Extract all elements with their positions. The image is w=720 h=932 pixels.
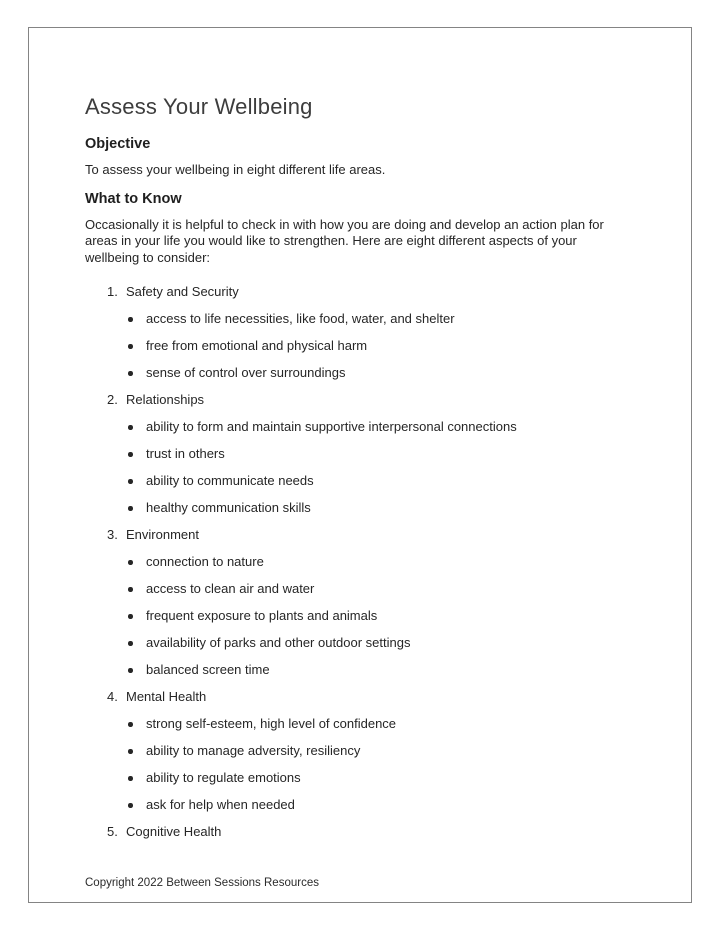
page-title: Assess Your Wellbeing <box>85 94 313 119</box>
bullet-text: access to life necessities, like food, water, and shelter <box>146 311 455 326</box>
list-item-label: Mental Health <box>126 689 207 704</box>
bullet-item <box>128 445 615 463</box>
bullet-text: ask for help when needed <box>146 797 295 812</box>
bullet-text: balanced screen time <box>146 662 270 677</box>
copyright-text: Copyright 2022 Between Sessions Resources <box>85 877 319 889</box>
bullet-item <box>128 742 615 760</box>
bullet-text: connection to nature <box>146 554 264 569</box>
bullet-dot-icon <box>128 317 133 322</box>
document-page <box>28 27 692 903</box>
bullet-item <box>128 796 615 814</box>
list-item <box>107 526 615 544</box>
bullet-item <box>128 607 615 625</box>
bullet-dot-icon <box>128 614 133 619</box>
bullet-item <box>128 499 615 517</box>
intro-text: Occasionally it is helpful to check in with how you are doing and develop an action plan for areas in your life you would like to strengthen. Here are eight different aspects of your wellbeing to consider: <box>85 216 604 265</box>
bullet-text: availability of parks and other outdoor settings <box>146 635 411 650</box>
bullet-text: ability to form and maintain supportive interpersonal connections <box>146 419 517 434</box>
bullet-dot-icon <box>128 776 133 781</box>
bullet-dot-icon <box>128 452 133 457</box>
objective-text: To assess your wellbeing in eight different life areas. <box>85 162 386 177</box>
bullet-text: sense of control over surroundings <box>146 365 346 380</box>
list-item-label: Relationships <box>126 392 205 407</box>
bullet-dot-icon <box>128 749 133 754</box>
list-item <box>107 391 615 409</box>
bullet-dot-icon <box>128 641 133 646</box>
list-item <box>107 283 615 301</box>
bullet-text: healthy communication skills <box>146 500 311 515</box>
bullet-item <box>128 337 615 355</box>
bullet-text: ability to regulate emotions <box>146 770 301 785</box>
bullet-dot-icon <box>128 668 133 673</box>
bullet-item <box>128 715 615 733</box>
bullet-item <box>128 418 615 436</box>
bullet-dot-icon <box>128 371 133 376</box>
numbered-list <box>85 283 615 841</box>
list-item-label: Safety and Security <box>126 284 239 299</box>
list-item <box>107 823 615 841</box>
list-item <box>107 688 615 706</box>
list-item-label: Environment <box>126 527 199 542</box>
bullet-dot-icon <box>128 344 133 349</box>
bullet-item <box>128 634 615 652</box>
list-item-number: 5. <box>107 824 118 839</box>
bullet-text: ability to communicate needs <box>146 473 314 488</box>
bullet-dot-icon <box>128 803 133 808</box>
bullet-text: ability to manage adversity, resiliency <box>146 743 361 758</box>
bullet-item <box>128 364 615 382</box>
bullet-item <box>128 769 615 787</box>
list-item-number: 3. <box>107 527 118 542</box>
list-item-number: 4. <box>107 689 118 704</box>
bullet-dot-icon <box>128 425 133 430</box>
bullet-item <box>128 580 615 598</box>
bullet-text: frequent exposure to plants and animals <box>146 608 378 623</box>
bullet-item <box>128 472 615 490</box>
bullet-text: access to clean air and water <box>146 581 315 596</box>
section-heading-objective: Objective <box>85 136 151 152</box>
bullet-text: trust in others <box>146 446 225 461</box>
list-item-label: Cognitive Health <box>126 824 222 839</box>
bullet-dot-icon <box>128 560 133 565</box>
page-content <box>29 28 691 841</box>
list-item-number: 1. <box>107 284 118 299</box>
bullet-dot-icon <box>128 587 133 592</box>
bullet-item <box>128 310 615 328</box>
section-heading-what-to-know: What to Know <box>85 190 182 207</box>
bullet-text: strong self-esteem, high level of confidence <box>146 716 397 731</box>
bullet-dot-icon <box>128 506 133 511</box>
list-item-number: 2. <box>107 392 118 407</box>
bullet-item <box>128 553 615 571</box>
bullet-dot-icon <box>128 722 133 727</box>
bullet-item <box>128 661 615 679</box>
bullet-text: free from emotional and physical harm <box>146 338 368 353</box>
bullet-dot-icon <box>128 479 133 484</box>
